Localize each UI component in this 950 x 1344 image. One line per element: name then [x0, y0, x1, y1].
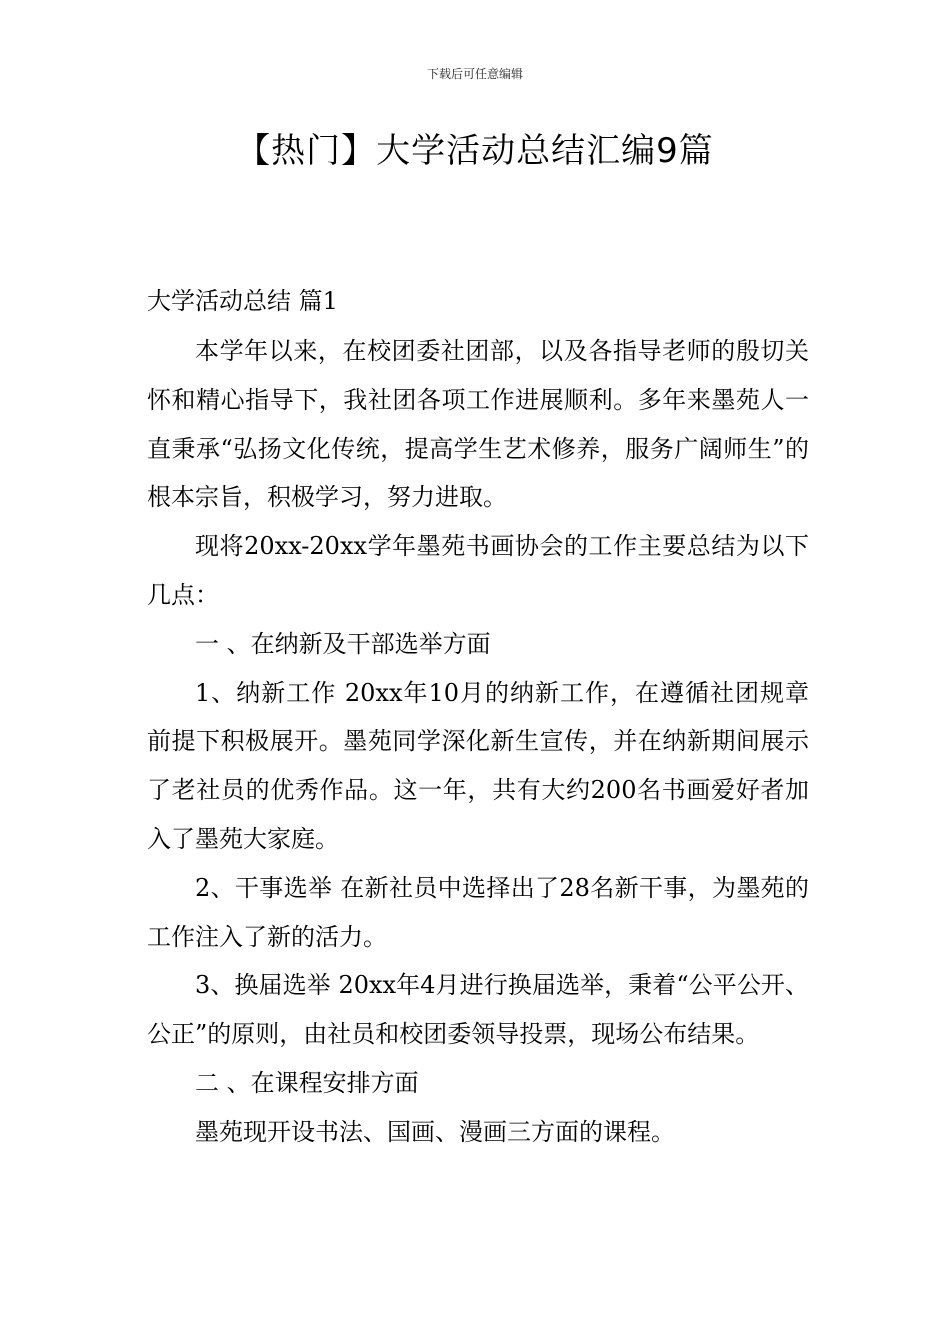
subheading-recruitment: 一 、在纳新及干部选举方面 — [195, 629, 491, 658]
paragraph-summary-lead: 现将20xx-20xx学年墨苑书画协会的工作主要总结为以下几点： — [147, 532, 809, 609]
paragraph-recruitment: 1、纳新工作 20xx年10月的纳新工作，在遵循社团规章前提下积极展开。墨苑同学深化新生宣传，并在纳新期间展示了老社员的优秀作品。这一年，共有大约200名书画爱好者加入了墨苑大家庭。 — [147, 678, 809, 853]
paragraph-staff-election: 2、干事选举 在新社员中选择出了28名新干事，为墨苑的工作注入了新的活力。 — [147, 873, 809, 951]
document-title: 【热门】大学活动总结汇编9篇 — [236, 131, 714, 171]
section-heading: 大学活动总结 篇1 — [147, 287, 338, 315]
header-note: 下载后可任意编辑 — [426, 67, 523, 81]
subheading-courses: 二 、在课程安排方面 — [195, 1068, 419, 1097]
document-body — [147, 327, 809, 1157]
paragraph-intro: 本学年以来，在校团委社团部，以及各指导老师的殷切关怀和精心指导下，我社团各项工作进展顺利。多年来墨苑人一直秉承“弘扬文化传统，提高学生艺术修养，服务广阔师生”的根本宗旨，积极学习，努力进取。 — [147, 337, 809, 512]
paragraph-courses: 墨苑现开设书法、国画、漫画三方面的课程。 — [195, 1117, 675, 1146]
paragraph-leadership-election: 3、换届选举 20xx年4月进行换届选举，秉着“公平公开、公正”的原则，由社员和校团委领导投票，现场公布结果。 — [147, 971, 809, 1049]
